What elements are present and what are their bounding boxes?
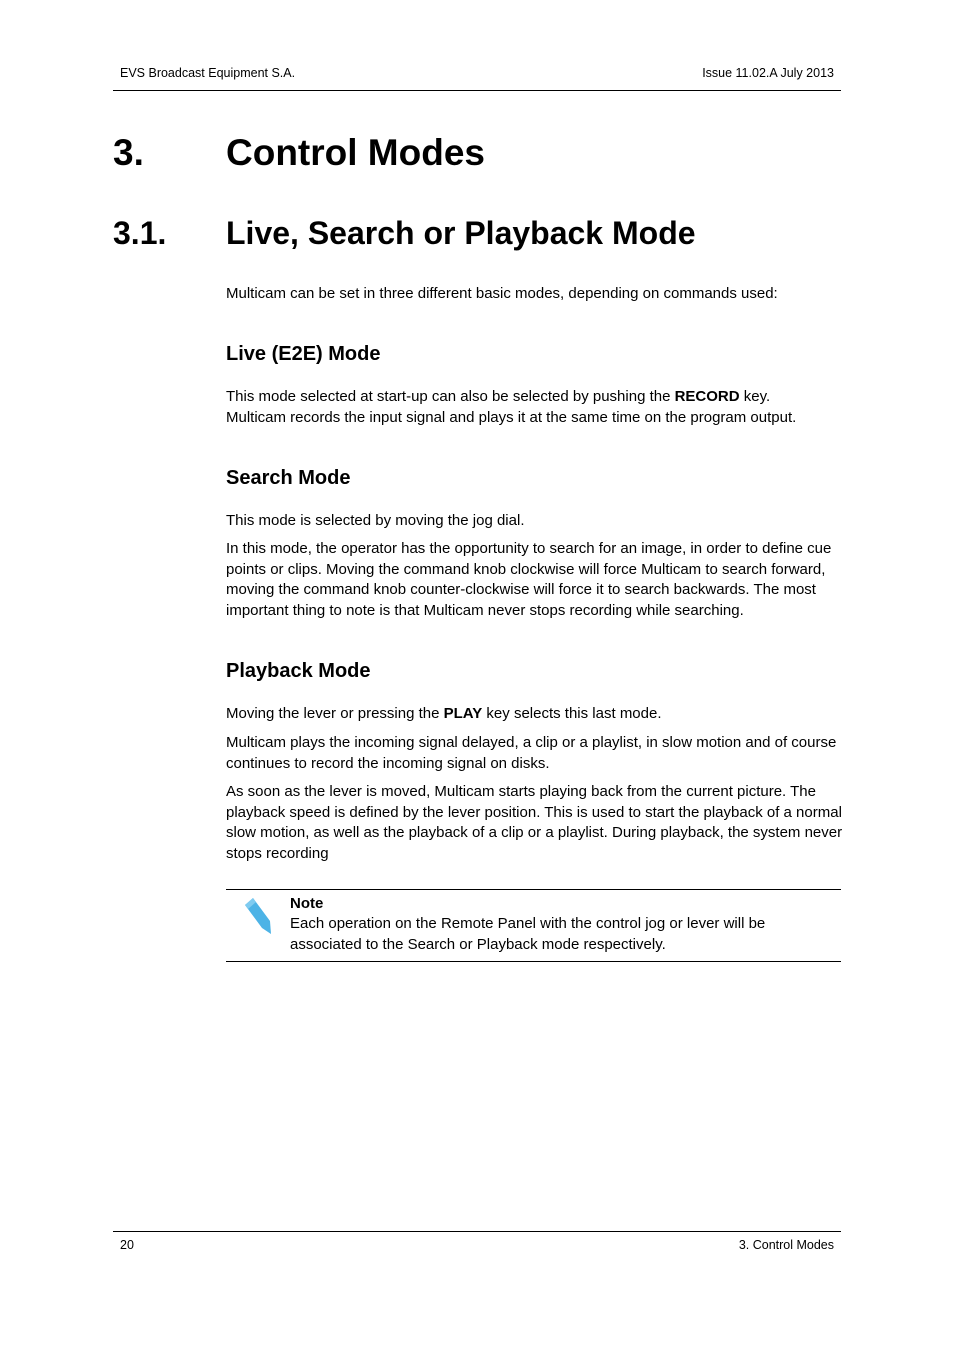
header-issue: Issue 11.02.A July 2013 bbox=[702, 66, 834, 80]
playback-paragraph-2: Multicam plays the incoming signal delayed, a clip or a playlist, in slow motion and of course continues to record the incoming signal on disks. bbox=[226, 734, 837, 772]
search-mode-heading: Search Mode bbox=[226, 467, 351, 489]
live-text-a: This mode selected at start-up can also be selected by pushing the bbox=[226, 388, 675, 405]
header-rule bbox=[113, 90, 841, 91]
footer-rule bbox=[113, 1231, 841, 1232]
playback-text-b: key selects this last mode. bbox=[482, 705, 662, 722]
chapter-title: Control Modes bbox=[226, 132, 485, 173]
playback-paragraph-1 bbox=[226, 704, 846, 725]
search-paragraph-2: In this mode, the operator has the opportunity to search for an image, in order to define cue points or clips. Moving the command knob clockwise will force Multicam to search forward, moving the command knob counter-clockwise will force it to search backwards. The most important thing to note is that Multicam never stops recording while searching. bbox=[226, 540, 832, 619]
live-mode-heading: Live (E2E) Mode bbox=[226, 343, 381, 365]
note-bottom-rule bbox=[226, 961, 841, 962]
note-text: Each operation on the Remote Panel with the control jog or lever will be associated to the Search or Playback mode respectively. bbox=[290, 915, 766, 953]
play-key: PLAY bbox=[443, 705, 483, 722]
footer-chapter: 3. Control Modes bbox=[738, 1238, 834, 1252]
playback-mode-heading: Playback Mode bbox=[226, 660, 371, 682]
section-title: Live, Search or Playback Mode bbox=[226, 215, 696, 251]
chapter-number: 3. bbox=[113, 132, 144, 173]
intro-paragraph: Multicam can be set in three different basic modes, depending on commands used: bbox=[226, 285, 778, 302]
note-top-rule bbox=[226, 889, 841, 890]
header-company: EVS Broadcast Equipment S.A. bbox=[120, 66, 296, 80]
playback-text-a: Moving the lever or pressing the bbox=[226, 705, 444, 722]
page-number: 20 bbox=[120, 1238, 134, 1252]
record-key: RECORD bbox=[674, 388, 740, 405]
playback-paragraph-3: As soon as the lever is moved, Multicam starts playing back from the current picture. The playback speed is defined by the lever position. This is used to start the playback of a normal slow motion, as well as the playback of a clip or a playlist. During playback, the system never stops recording bbox=[226, 783, 843, 862]
search-paragraph-1: This mode is selected by moving the jog dial. bbox=[226, 512, 525, 529]
pencil-icon bbox=[242, 895, 274, 937]
live-text-b: key. bbox=[739, 388, 771, 405]
live-mode-paragraph bbox=[226, 387, 846, 428]
live-text-line2: Multicam records the input signal and plays it at the same time on the program output. bbox=[226, 408, 797, 426]
section-number: 3.1. bbox=[113, 215, 167, 251]
note-title: Note bbox=[290, 895, 324, 912]
